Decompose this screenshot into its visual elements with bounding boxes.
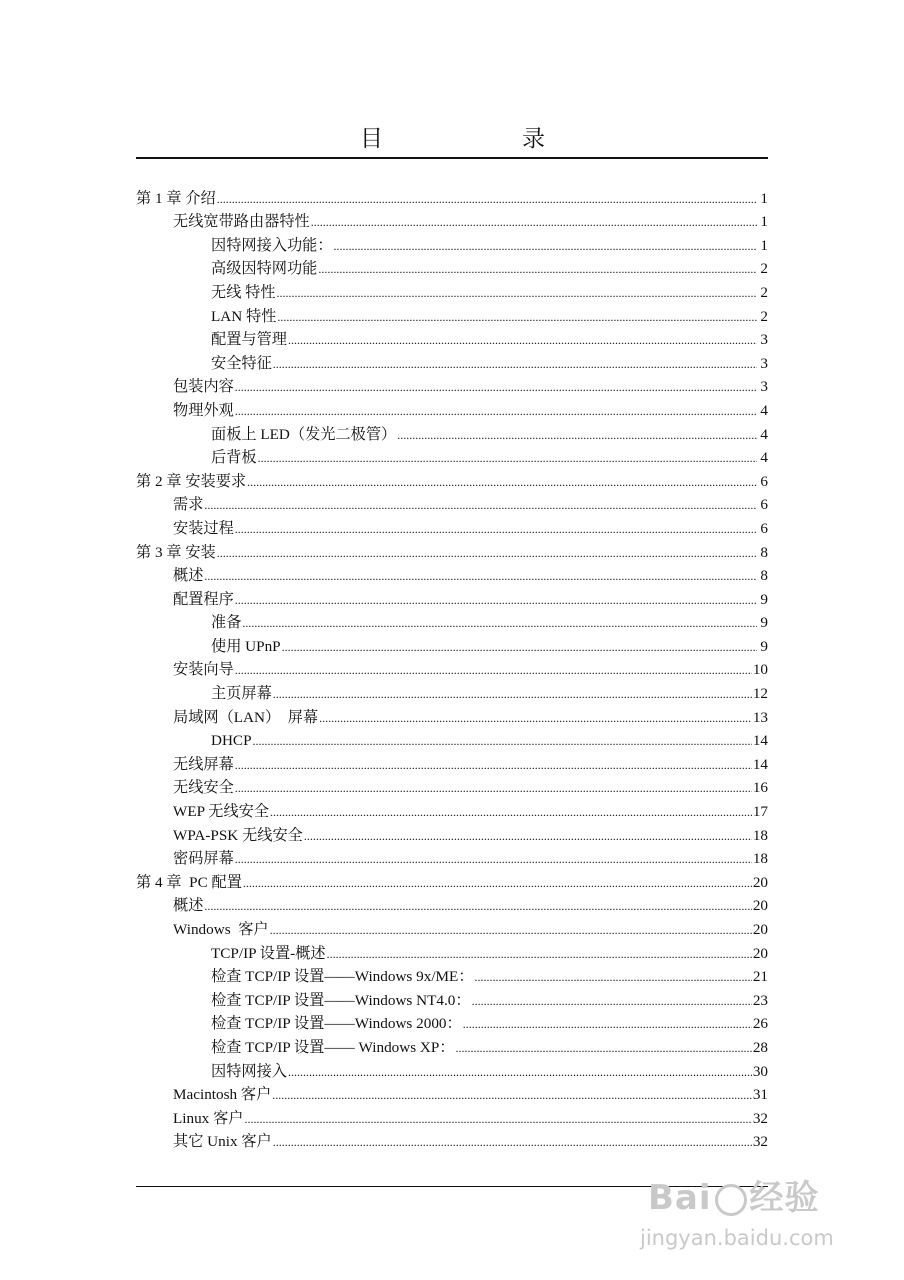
watermark-url: jingyan.baidu.com [640, 1226, 834, 1250]
toc-entry-title: 密码屏幕 [173, 850, 234, 868]
toc-entry-title: 检查 TCP/IP 设置——Windows 9x/ME： [211, 968, 474, 986]
toc-entry[interactable] [136, 939, 768, 963]
toc-leader-dots [327, 945, 752, 963]
toc-entry-title: 后背板 [211, 449, 257, 467]
toc-entry-page: 8 [760, 567, 768, 585]
toc-entry-page: 6 [760, 472, 768, 490]
toc-entry[interactable] [136, 727, 768, 751]
toc-entry-page: 1 [760, 213, 768, 231]
toc-entry-page: 4 [760, 449, 768, 467]
toc-entry-title: 安全特征 [211, 354, 272, 372]
toc-entry-title: 配置与管理 [211, 331, 287, 349]
toc-entry-page: 4 [760, 401, 768, 419]
toc-entry[interactable] [136, 349, 768, 373]
toc-entry-page: 18 [752, 850, 768, 868]
toc-heading-char-2: 录 [522, 126, 545, 151]
toc-entry[interactable] [136, 892, 768, 916]
toc-entry-title: Windows 客户 [173, 921, 269, 938]
toc-leader-dots [235, 378, 757, 396]
toc-leader-dots [463, 1015, 752, 1033]
toc-entry[interactable] [136, 255, 768, 279]
toc-entry-title: LAN 特性 [211, 307, 277, 325]
toc-leader-dots [475, 968, 752, 986]
toc-entry-title: 检查 TCP/IP 设置——Windows NT4.0： [211, 991, 471, 1009]
toc-leader-dots [204, 897, 751, 915]
toc-leader-dots [273, 685, 752, 703]
toc-leader-dots [270, 803, 752, 821]
toc-entry-title: 物理外观 [173, 401, 234, 419]
top-rule [136, 157, 768, 159]
toc-entry[interactable] [136, 703, 768, 727]
toc-leader-dots [270, 921, 752, 939]
toc-entry-page: 32 [752, 1109, 768, 1127]
toc-entry-page: 2 [760, 260, 768, 278]
toc-entry-page: 18 [752, 826, 768, 844]
toc-leader-dots [334, 237, 758, 255]
toc-entry[interactable] [136, 562, 768, 586]
toc-leader-dots [282, 638, 757, 656]
toc-entry-page: 32 [752, 1133, 768, 1151]
toc-entry-page: 13 [752, 708, 768, 726]
toc-entry[interactable] [136, 444, 768, 468]
toc-entry-title: 第 2 章 安装要求 [136, 472, 247, 490]
watermark-logo [648, 1170, 820, 1219]
toc-leader-dots [244, 1110, 751, 1128]
toc-entry-title: 第 1 章 介绍 [136, 189, 216, 207]
toc-entry[interactable] [136, 420, 768, 444]
toc-entry[interactable] [136, 467, 768, 491]
toc-entry[interactable] [136, 514, 768, 538]
toc-leader-dots [235, 520, 757, 538]
toc-entry-title: WPA-PSK 无线安全 [173, 826, 303, 844]
toc-entry-page: 14 [752, 732, 768, 750]
toc-leader-dots [235, 850, 752, 868]
toc-leader-dots [253, 732, 752, 750]
toc-entry[interactable] [136, 679, 768, 703]
toc-entry-page: 6 [760, 496, 768, 514]
toc-entry-title: Macintosh 客户 [173, 1086, 272, 1104]
paw-icon [715, 1184, 747, 1216]
toc-entry-title: 第 3 章 安装 [136, 543, 216, 561]
toc-entry[interactable] [136, 1010, 768, 1034]
toc-leader-dots [235, 661, 752, 679]
toc-entry-page: 20 [752, 873, 768, 891]
toc-leader-dots [472, 992, 752, 1010]
toc-leader-dots [288, 331, 757, 349]
toc-entry[interactable] [136, 609, 768, 633]
toc-entry-page: 3 [760, 331, 768, 349]
toc-entry[interactable] [136, 491, 768, 515]
toc-entry-page: 20 [752, 944, 768, 962]
toc-entry[interactable] [136, 1081, 768, 1105]
toc-entry[interactable] [136, 208, 768, 232]
toc-entry-page: 20 [752, 897, 768, 915]
toc-entry[interactable] [136, 231, 768, 255]
toc-entry[interactable] [136, 396, 768, 420]
toc-entry[interactable] [136, 1128, 768, 1152]
toc-entry-title: 配置程序 [173, 590, 234, 608]
toc-leader-dots [217, 544, 757, 562]
toc-leader-dots [204, 567, 757, 585]
toc-entry-title: 无线 特性 [211, 283, 276, 301]
toc-entry-title: 概述 [173, 567, 204, 585]
toc-entry[interactable] [136, 632, 768, 656]
toc-entry-page: 1 [760, 236, 768, 254]
toc-entry[interactable] [136, 184, 768, 208]
toc-entry-page: 10 [752, 661, 768, 679]
toc-heading [0, 120, 904, 150]
toc-entry-page: 12 [752, 685, 768, 703]
toc-leader-dots [217, 190, 757, 208]
toc-entry-page: 26 [752, 1015, 768, 1033]
toc-entry[interactable] [136, 868, 768, 892]
toc-entry-page: 9 [760, 614, 768, 632]
toc-entry[interactable] [136, 915, 768, 939]
toc-entry[interactable] [136, 302, 768, 326]
toc-entry[interactable] [136, 585, 768, 609]
toc-entry-title: Linux 客户 [173, 1109, 244, 1127]
toc-entry-page: 9 [760, 590, 768, 608]
toc-entry-title: 检查 TCP/IP 设置——Windows 2000： [211, 1015, 462, 1033]
toc-entry[interactable] [136, 1104, 768, 1128]
toc-leader-dots [204, 496, 757, 514]
toc-entry-title: 安装向导 [173, 661, 234, 679]
toc-entry-title: 准备 [211, 614, 242, 632]
toc-entry-title: 无线屏幕 [173, 755, 234, 773]
toc-leader-dots [319, 709, 752, 727]
toc-entry-page: 3 [760, 378, 768, 396]
toc-entry[interactable] [136, 538, 768, 562]
toc-entry-title: 检查 TCP/IP 设置—— Windows XP： [211, 1038, 455, 1056]
toc-leader-dots [258, 449, 757, 467]
toc-entry-title: 面板上 LED（发光二极管） [211, 425, 397, 443]
toc-leader-dots [456, 1039, 752, 1057]
toc-entry-title: TCP/IP 设置-概述 [211, 944, 326, 962]
toc-entry-page: 2 [760, 307, 768, 325]
toc-entry-title: 安装过程 [173, 519, 234, 537]
toc-entry[interactable] [136, 821, 768, 845]
toc-entry[interactable] [136, 656, 768, 680]
toc-entry-title: 因特网接入 [211, 1062, 287, 1080]
toc-entry-title: 无线宽带路由器特性 [173, 213, 310, 231]
toc-entry[interactable] [136, 750, 768, 774]
toc-entry-page: 4 [760, 425, 768, 443]
toc-entry-title: 主页屏幕 [211, 685, 272, 703]
baidu-jingyan-watermark [640, 1168, 860, 1268]
toc-entry-page: 28 [752, 1038, 768, 1056]
toc-leader-dots [242, 614, 757, 632]
toc-entry-page: 14 [752, 755, 768, 773]
toc-entry-page: 20 [752, 921, 768, 938]
toc-entry-title: 需求 [173, 496, 204, 514]
toc-leader-dots [288, 1063, 752, 1081]
toc-entry-page: 17 [752, 803, 768, 821]
toc-leader-dots [311, 213, 757, 231]
toc-entry-page: 9 [760, 637, 768, 655]
toc-entry-page: 1 [760, 189, 768, 207]
toc-leader-dots [243, 874, 752, 892]
toc-entry-page: 16 [752, 779, 768, 797]
toc-entry[interactable] [136, 373, 768, 397]
toc-entry-title: 使用 UPnP [211, 637, 281, 655]
toc-leader-dots [277, 308, 757, 326]
toc-entry-page: 2 [760, 283, 768, 301]
toc-entry[interactable] [136, 326, 768, 350]
toc-leader-dots [235, 402, 757, 420]
toc-entry[interactable] [136, 845, 768, 869]
toc-entry-title: 第 4 章 PC 配置 [136, 873, 242, 891]
toc-entry-title: 其它 Unix 客户 [173, 1133, 272, 1151]
toc-leader-dots [318, 260, 757, 278]
watermark-logo-right: 经验 [749, 1178, 820, 1218]
toc-entry-page: 3 [760, 354, 768, 372]
toc-leader-dots [247, 473, 757, 491]
toc-leader-dots [397, 426, 757, 444]
toc-entry-page: 21 [752, 968, 768, 986]
toc-entry-title: DHCP [211, 732, 252, 750]
table-of-contents [136, 184, 768, 1151]
toc-leader-dots [235, 591, 757, 609]
toc-leader-dots [277, 284, 757, 302]
toc-leader-dots [235, 779, 752, 797]
toc-entry-page: 6 [760, 519, 768, 537]
toc-entry[interactable] [136, 963, 768, 987]
toc-entry-page: 30 [752, 1062, 768, 1080]
toc-entry-title: WEP 无线安全 [173, 803, 270, 821]
toc-entry[interactable] [136, 774, 768, 798]
toc-entry-title: 包装内容 [173, 378, 234, 396]
toc-entry-page: 31 [752, 1086, 768, 1104]
toc-entry[interactable] [136, 1033, 768, 1057]
toc-entry-page: 23 [752, 991, 768, 1009]
toc-entry-title: 局域网（LAN） 屏幕 [173, 708, 319, 726]
toc-entry[interactable] [136, 278, 768, 302]
toc-heading-char-1: 目 [360, 126, 383, 151]
toc-entry-title: 因特网接入功能： [211, 236, 333, 254]
toc-entry[interactable] [136, 986, 768, 1010]
toc-entry-title: 高级因特网功能 [211, 260, 318, 278]
toc-entry-page: 8 [760, 543, 768, 561]
toc-leader-dots [272, 1086, 752, 1104]
watermark-logo-left: Bai [648, 1178, 712, 1218]
toc-entry-title: 无线安全 [173, 779, 234, 797]
toc-leader-dots [304, 827, 752, 845]
toc-entry[interactable] [136, 1057, 768, 1081]
toc-leader-dots [273, 1133, 752, 1151]
toc-entry-title: 概述 [173, 897, 204, 915]
toc-entry[interactable] [136, 797, 768, 821]
toc-leader-dots [273, 355, 757, 373]
toc-leader-dots [235, 756, 752, 774]
